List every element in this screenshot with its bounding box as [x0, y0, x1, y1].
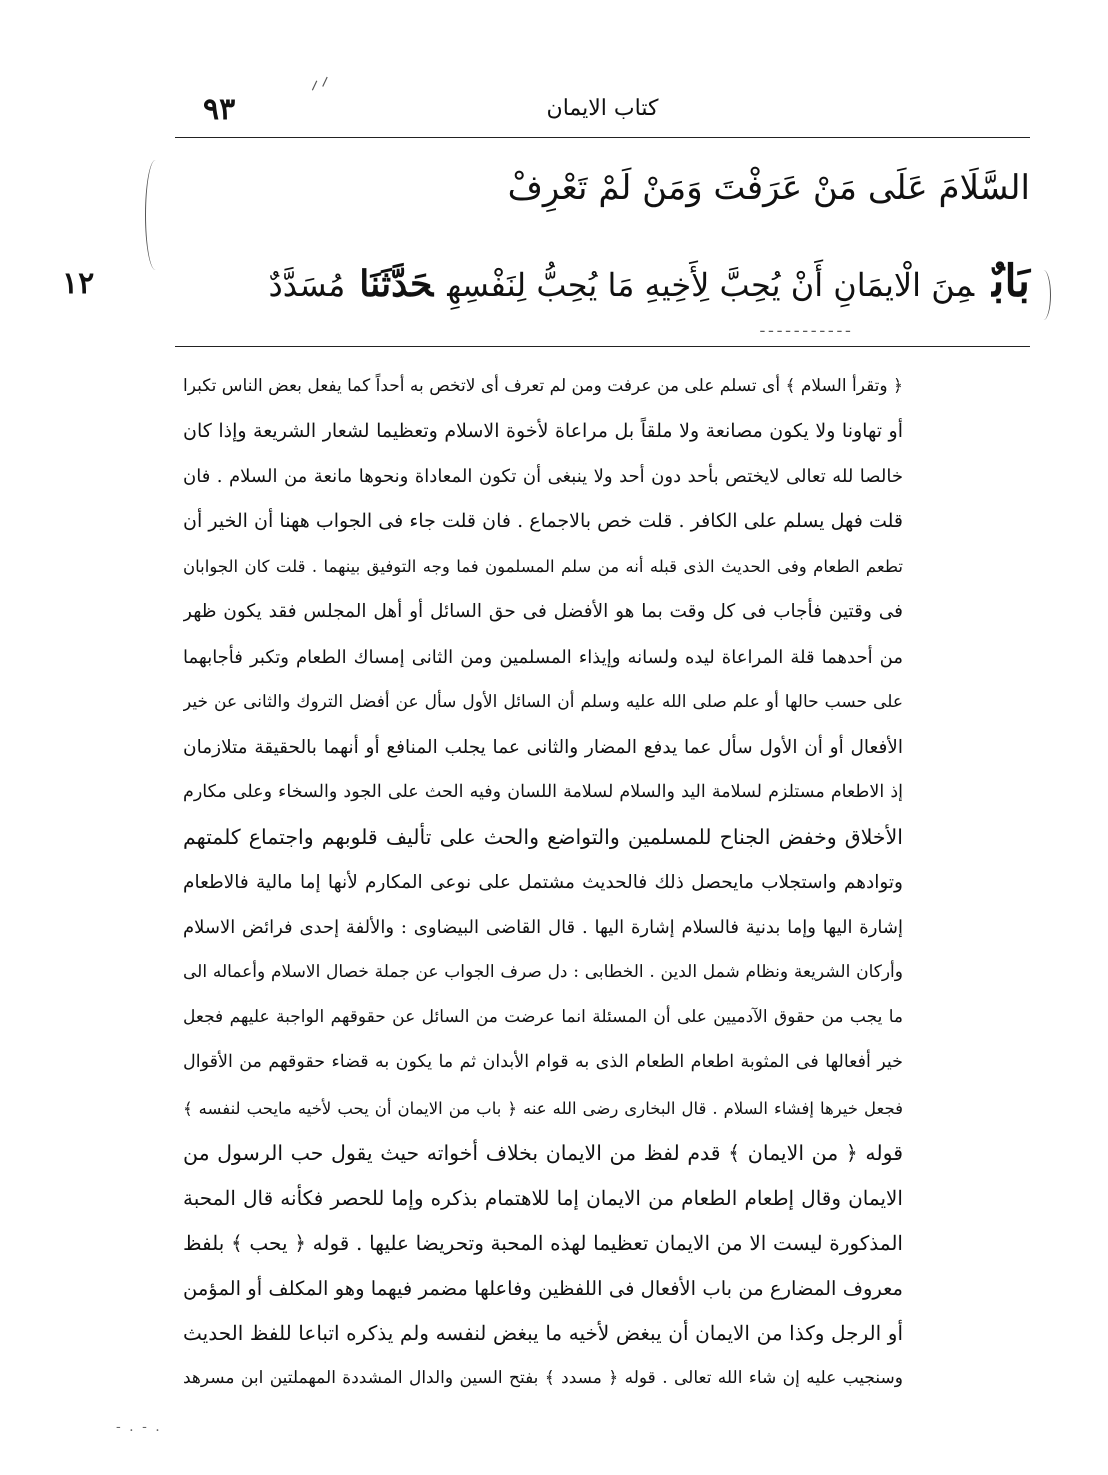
commentary-line: خير أفعالها فى المثوبة اطعام الطعام الذى به قوام الأبدان ثم ما يكون به قضاء حقوقهم من الأقوال [183, 1052, 903, 1073]
matn-line-1: السَّلَامَ عَلَى مَنْ عَرَفْتَ وَمَنْ لَمْ تَعْرِفْ [507, 168, 1030, 208]
diacritic-marks-row: ـ ـ ـ ـ ـ ـ ـ ـ ـ ـ ـ [760, 320, 850, 336]
narration-word: حَدَّثَنَا [359, 263, 434, 305]
chapter-title: مِنَ الْايمَانِ أَنْ يُحِبَّ لِأَخِيهِ مَا يُحِبُّ لِنَفْسِهِ [447, 266, 975, 304]
running-title: كتاب الايمان [546, 96, 659, 121]
margin-bracket-right [1036, 270, 1051, 320]
margin-bracket-left [145, 160, 166, 270]
commentary-line: إذ الاطعام مستلزم لسلامة اليد والسلام لسلامة اللسان وفيه الحث على الجود والسخاء وعلى مكارم [183, 781, 903, 802]
commentary-line: الأخلاق وخفض الجناح للمسلمين والتواضع والحث على تأليف قلوبهم واجتماع كلمتهم [183, 824, 903, 849]
commentary-line: معروف المضارع من باب الأفعال فى اللفظين وفاعلها مضمر فيهما وهو المكلف أو المؤمن [183, 1276, 903, 1300]
commentary-line: الايمان وقال إطعام الطعام من الايمان إما للاهتمام بذكره وإما للحصر فكأنه قال المحبة [183, 1185, 903, 1210]
page-header [175, 88, 1030, 136]
commentary-line: أو تهاونا ولا يكون مصانعة ولا ملقاً بل مراعاة لأخوة الاسلام وتعظيما لشعار الشريعة وإذا كان [183, 420, 903, 443]
commentary-line: ما يجب من حقوق الآدميين على أن المسئلة انما عرضت من السائل عن حقوقهم الواجبة عليهم فجعل [183, 1007, 903, 1028]
commentary-line: فى وقتين فأجاب فى كل وقت بما هو الأفضل فى حق السائل أو أهل المجلس فقد يكون ظهر [183, 601, 903, 623]
hadith-number: ١٢ [62, 266, 95, 301]
commentary-line: أو الرجل وكذا من الايمان أن يبغض لأخيه ما يبغض لنفسه ولم يذكره اتباعا للفظ الحديث [183, 1320, 903, 1345]
margin-mark: - . - . [116, 1419, 162, 1435]
commentary-line: إشارة اليها وإما بدنية فالسلام إشارة اليها . قال القاضى البيضاوى : والألفة إحدى فرائض الاسلام [183, 917, 903, 939]
handwritten-mark: ⸍⸍ [306, 72, 337, 104]
narrator-name: مُسَدَّدٌ [268, 266, 346, 304]
commentary-block [183, 364, 903, 1401]
commentary-line: قوله ﴿ من الايمان ﴾ قدم لفظ من الايمان بخلاف أخواته حيث يقول حب الرسول من [183, 1140, 903, 1165]
commentary-line: من أحدهما قلة المراعاة ليده ولسانه وإيذاء المسلمين ومن الثانى إمساك الطعام وتكبر فأجابهما [183, 646, 903, 668]
chapter-heading-word: بَابٌ [992, 256, 1030, 307]
commentary-line: على حسب حالها أو علم صلى الله عليه وسلم أن السائل الأول سأل عن أفضل التروك والثانى عن خير [183, 691, 903, 712]
commentary-line: الأفعال أو أن الأول سأل عما يدفع المضار والثانى عما يجلب المنافع أو أنهما بالحقيقة متلازمان [183, 736, 903, 758]
commentary-line: قلت فهل يسلم على الكافر . قلت خص بالاجماع . فان قلت جاء فى الجواب ههنا أن الخير أن [183, 510, 903, 533]
matn-commentary-divider [175, 346, 1030, 347]
commentary-line: خالصا لله تعالى لايختص بأحد دون أحد ولا ينبغى أن تكون المعاداة ونحوها مانعة من السلام . فان [183, 466, 903, 488]
commentary-line: تطعم الطعام وفى الحديث الذى قبله أنه من سلم المسلمون فما وجه التوفيق بينهما . قلت كان الجوابان [183, 557, 903, 577]
commentary-line: وتوادهم واستجلاب مايحصل ذلك فالحديث مشتمل على نوعى المكارم لأنها إما مالية فالاطعام [183, 872, 903, 894]
commentary-line: فجعل خيرها إفشاء السلام . قال البخارى رضى الله عنه ﴿ باب من الايمان أن يحب لأخيه مايحب لنفسه ﴾ [183, 1098, 903, 1118]
commentary-line: المذكورة ليست الا من الايمان تعظيما لهذه المحبة وتحريضا عليها . قوله ﴿ يحب ﴾ بلفظ [183, 1230, 903, 1255]
matn-line-2 [175, 256, 1030, 307]
header-rule [175, 137, 1030, 138]
page-number: ٩٣ [203, 92, 236, 127]
commentary-line: وأركان الشريعة ونظام شمل الدين . الخطابى : دل صرف الجواب عن جملة خصال الاسلام وأعماله الى [183, 962, 903, 983]
commentary-line: ﴿ وتقرأ السلام ﴾ أى تسلم على من عرفت ومن لم تعرف أى لاتخص به أحداً كما يفعل بعض الناس تكبرا [183, 376, 903, 396]
commentary-line: وسنجيب عليه إن شاء الله تعالى . قوله ﴿ مسدد ﴾ بفتح السين والدال المشددة المهملتين ابن مسرهد [183, 1368, 903, 1389]
